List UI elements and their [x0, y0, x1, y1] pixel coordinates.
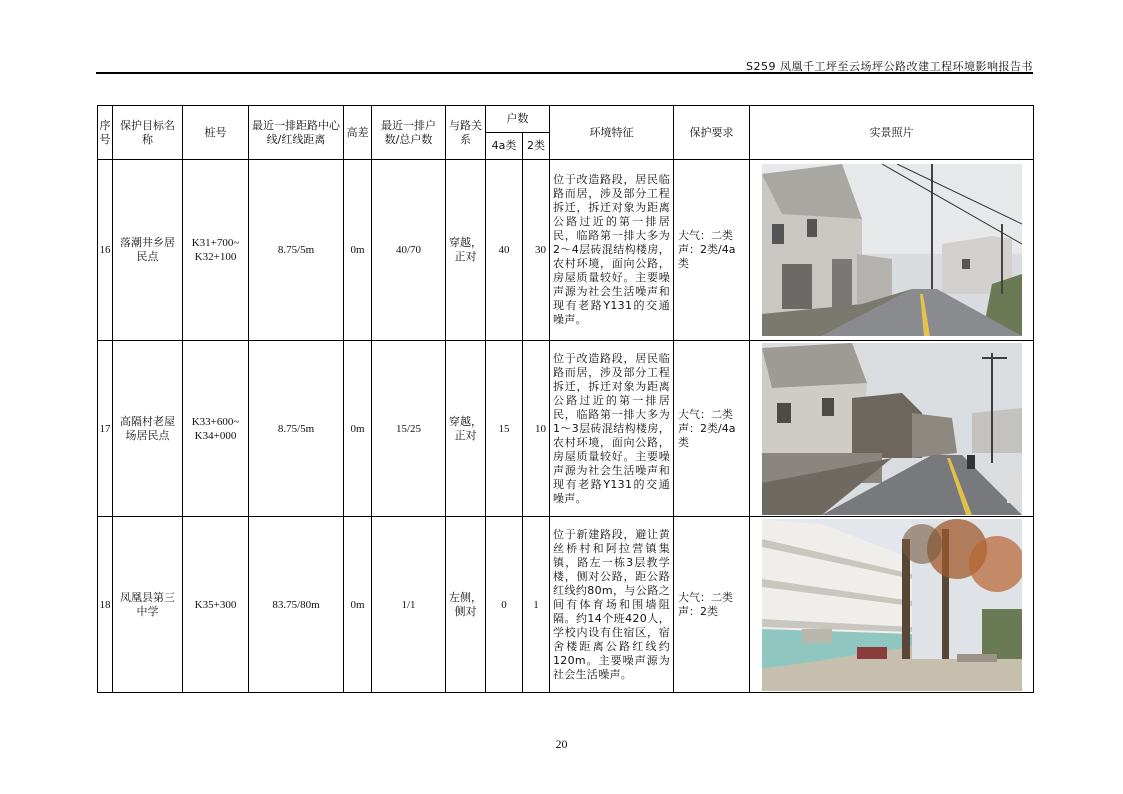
col-class-2: 2类 — [523, 133, 550, 160]
row-distance: 83.75/80m — [249, 517, 344, 693]
col-distance: 最近一排距路中心线/红线距离 — [249, 106, 344, 160]
row-households: 15/25 — [372, 341, 446, 517]
report-title: S259 凤凰千工坪至云场坪公路改建工程环境影响报告书 — [746, 60, 1033, 73]
table-row — [98, 160, 1034, 341]
row-class-4a: 40 — [486, 160, 523, 341]
row-stake: K31+700~ K32+100 — [183, 160, 249, 341]
row-target: 凤凰县第三中学 — [113, 517, 183, 693]
row-households: 40/70 — [372, 160, 446, 341]
table-row — [98, 341, 1034, 517]
col-req: 保护要求 — [674, 106, 750, 160]
col-env: 环境特征 — [550, 106, 674, 160]
row-req: 大气：二类 声：2类/4a类 — [674, 160, 750, 341]
row-class-2: 30 — [523, 160, 550, 341]
row-height: 0m — [344, 517, 372, 693]
row-stake: K35+300 — [183, 517, 249, 693]
row-relation: 穿越，正对 — [446, 341, 486, 517]
row-env: 位于新建路段，避让黄丝桥村和阿拉营镇集镇，路左一栋3层教学楼，侧对公路，距公路红线约80m，与公路之间有体育场和围墙阻隔。约14个班420人，学校内设有住宿区，宿舍楼距离公路红线约120m。主要噪声源为社会生活噪声。 — [550, 517, 674, 693]
col-photo: 实景照片 — [750, 106, 1034, 160]
row-seq: 16 — [98, 160, 113, 341]
col-relation: 与路关系 — [446, 106, 486, 160]
row-households: 1/1 — [372, 517, 446, 693]
row-env: 位于改造路段，居民临路而居，涉及部分工程拆迁，拆迁对象为距离公路过近的第一排居民，临路第一排大多为2～4层砖混结构楼房，农村环境，面向公路，房屋质量较好。主要噪声源为社会生活噪声和现有老路Y131的交通噪声。 — [550, 160, 674, 341]
row-req: 大气：二类 声：2类 — [674, 517, 750, 693]
col-class-4a: 4a类 — [486, 133, 523, 160]
row-class-2: 1 — [523, 517, 550, 693]
village-street-photo — [762, 164, 1022, 336]
school-building-photo — [762, 519, 1022, 691]
row-relation: 穿越，正对 — [446, 160, 486, 341]
row-height: 0m — [344, 160, 372, 341]
row-distance: 8.75/5m — [249, 160, 344, 341]
row-photo — [750, 341, 1034, 517]
header-rule — [96, 72, 1033, 74]
col-seq: 序号 — [98, 106, 113, 160]
row-class-4a: 15 — [486, 341, 523, 517]
col-stake: 桩号 — [183, 106, 249, 160]
row-seq: 17 — [98, 341, 113, 517]
page-number: 20 — [555, 737, 568, 751]
col-height: 高差 — [344, 106, 372, 160]
col-household-group: 户数 — [486, 106, 550, 133]
row-stake: K33+600~ K34+000 — [183, 341, 249, 517]
protection-target-table — [97, 105, 1034, 693]
col-target: 保护目标名称 — [113, 106, 183, 160]
table-row — [98, 517, 1034, 693]
row-class-4a: 0 — [486, 517, 523, 693]
row-env: 位于改造路段，居民临路而居，涉及部分工程拆迁，拆迁对象为距离公路过近的第一排居民，临路第一排大多为1～3层砖混结构楼房，农村环境，面向公路，房屋质量较好。主要噪声源为社会生活噪声和现有老路Y131的交通噪声。 — [550, 341, 674, 517]
row-class-2: 10 — [523, 341, 550, 517]
row-photo — [750, 160, 1034, 341]
village-road-photo — [762, 343, 1022, 515]
header-row — [98, 106, 1034, 133]
row-distance: 8.75/5m — [249, 341, 344, 517]
col-households: 最近一排户数/总户数 — [372, 106, 446, 160]
row-photo — [750, 517, 1034, 693]
row-target: 高隔村老屋场居民点 — [113, 341, 183, 517]
row-req: 大气：二类 声：2类/4a类 — [674, 341, 750, 517]
row-seq: 18 — [98, 517, 113, 693]
row-relation: 左侧，侧对 — [446, 517, 486, 693]
row-height: 0m — [344, 341, 372, 517]
row-target: 落潮井乡居民点 — [113, 160, 183, 341]
